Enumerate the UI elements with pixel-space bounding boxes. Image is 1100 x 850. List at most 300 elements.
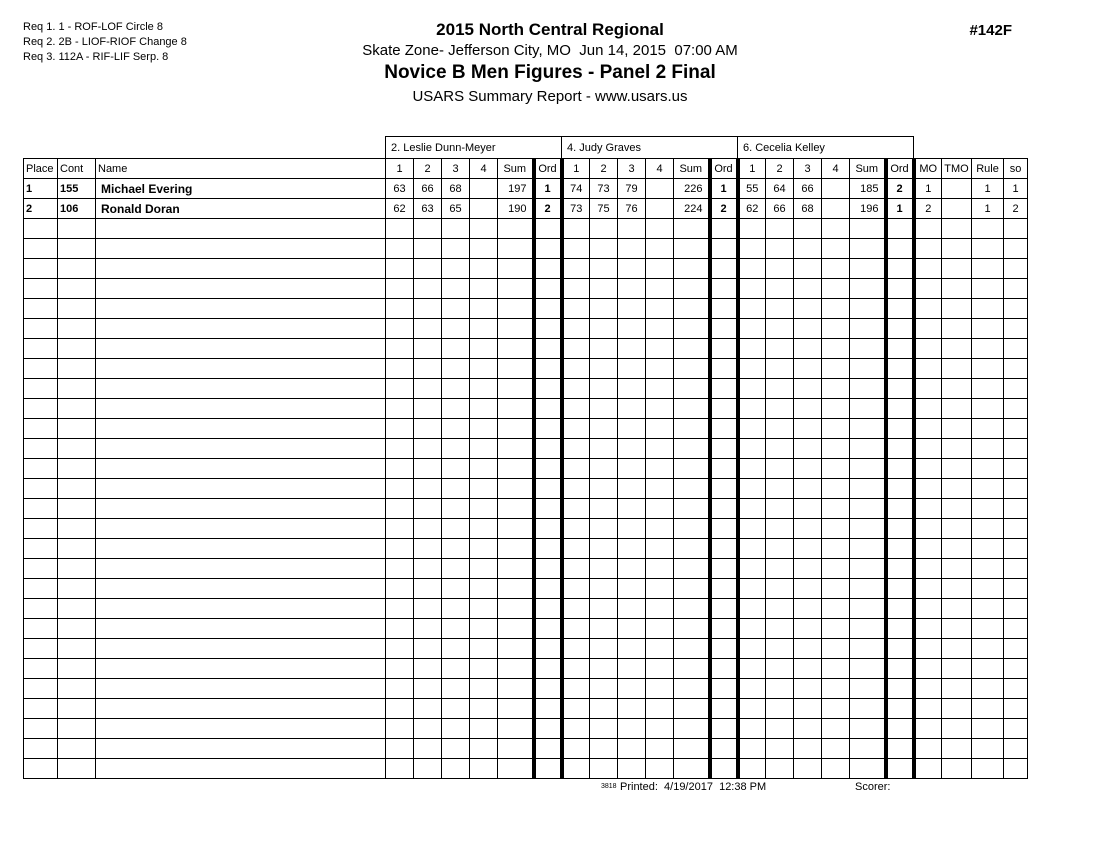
empty-cell: [710, 499, 738, 519]
empty-cell: [498, 379, 534, 399]
score-cell: 62: [386, 199, 414, 219]
score-cell: 63: [414, 199, 442, 219]
empty-cell: [794, 719, 822, 739]
empty-cell: [618, 499, 646, 519]
empty-row: [24, 639, 1028, 659]
empty-cell: [498, 399, 534, 419]
empty-cell: [822, 439, 850, 459]
col-header-ord: Ord: [534, 159, 562, 179]
empty-cell: [618, 619, 646, 639]
empty-cell: [470, 299, 498, 319]
empty-cell: [442, 279, 470, 299]
empty-cell: [886, 379, 914, 399]
empty-cell: [766, 739, 794, 759]
col-header-ord: Ord: [710, 159, 738, 179]
empty-row: [24, 759, 1028, 779]
empty-cell: [498, 459, 534, 479]
empty-cell: [24, 479, 58, 499]
empty-cell: [738, 579, 766, 599]
empty-cell: [414, 299, 442, 319]
empty-cell: [24, 539, 58, 559]
empty-row: [24, 719, 1028, 739]
empty-cell: [24, 559, 58, 579]
empty-cell: [646, 239, 674, 259]
place-cell: 1: [24, 179, 58, 199]
empty-cell: [96, 539, 386, 559]
empty-cell: [386, 459, 414, 479]
empty-cell: [442, 299, 470, 319]
empty-cell: [972, 279, 1004, 299]
empty-cell: [794, 639, 822, 659]
empty-cell: [386, 279, 414, 299]
empty-cell: [914, 519, 942, 539]
col-header-score-2: 2: [414, 159, 442, 179]
empty-cell: [386, 759, 414, 779]
empty-cell: [96, 619, 386, 639]
empty-cell: [710, 459, 738, 479]
judge-header-3: 6. Cecelia Kelley: [738, 137, 914, 159]
empty-cell: [58, 719, 96, 739]
empty-cell: [562, 659, 590, 679]
empty-cell: [1004, 639, 1028, 659]
sum-cell: 190: [498, 199, 534, 219]
empty-cell: [738, 319, 766, 339]
empty-row: [24, 339, 1028, 359]
empty-cell: [414, 719, 442, 739]
empty-cell: [58, 679, 96, 699]
empty-cell: [972, 579, 1004, 599]
empty-cell: [96, 319, 386, 339]
empty-cell: [972, 399, 1004, 419]
empty-cell: [96, 339, 386, 359]
empty-cell: [738, 439, 766, 459]
empty-cell: [1004, 239, 1028, 259]
empty-cell: [674, 699, 710, 719]
empty-cell: [942, 619, 972, 639]
empty-cell: [58, 319, 96, 339]
empty-cell: [822, 419, 850, 439]
empty-cell: [590, 399, 618, 419]
empty-cell: [534, 239, 562, 259]
empty-cell: [470, 759, 498, 779]
score-cell: 73: [562, 199, 590, 219]
empty-cell: [822, 339, 850, 359]
empty-cell: [442, 579, 470, 599]
empty-cell: [738, 259, 766, 279]
empty-cell: [562, 379, 590, 399]
empty-cell: [618, 739, 646, 759]
empty-cell: [562, 759, 590, 779]
empty-cell: [794, 619, 822, 639]
empty-cell: [766, 219, 794, 239]
empty-row: [24, 299, 1028, 319]
empty-cell: [850, 499, 886, 519]
empty-cell: [470, 239, 498, 259]
empty-cell: [58, 559, 96, 579]
col-header-score-1: 1: [738, 159, 766, 179]
empty-cell: [534, 579, 562, 599]
empty-cell: [24, 259, 58, 279]
empty-cell: [822, 699, 850, 719]
empty-cell: [534, 379, 562, 399]
empty-cell: [646, 599, 674, 619]
empty-cell: [58, 359, 96, 379]
empty-cell: [766, 339, 794, 359]
empty-cell: [590, 359, 618, 379]
empty-cell: [58, 259, 96, 279]
score-cell: [646, 179, 674, 199]
empty-cell: [766, 719, 794, 739]
empty-cell: [24, 579, 58, 599]
empty-cell: [618, 279, 646, 299]
empty-cell: [886, 299, 914, 319]
empty-cell: [96, 399, 386, 419]
empty-cell: [886, 419, 914, 439]
empty-cell: [618, 539, 646, 559]
empty-cell: [618, 319, 646, 339]
empty-cell: [562, 559, 590, 579]
score-cell: 66: [766, 199, 794, 219]
empty-cell: [794, 499, 822, 519]
empty-cell: [674, 339, 710, 359]
empty-cell: [1004, 439, 1028, 459]
empty-cell: [1004, 279, 1028, 299]
empty-cell: [822, 719, 850, 739]
empty-cell: [738, 559, 766, 579]
empty-cell: [498, 759, 534, 779]
empty-cell: [618, 239, 646, 259]
empty-cell: [562, 619, 590, 639]
empty-cell: [498, 539, 534, 559]
score-cell: 79: [618, 179, 646, 199]
empty-cell: [850, 739, 886, 759]
empty-cell: [58, 279, 96, 299]
empty-cell: [562, 399, 590, 419]
empty-cell: [562, 439, 590, 459]
empty-cell: [942, 239, 972, 259]
score-cell: 64: [766, 179, 794, 199]
empty-cell: [470, 699, 498, 719]
empty-cell: [766, 579, 794, 599]
empty-cell: [96, 419, 386, 439]
empty-cell: [794, 239, 822, 259]
score-cell: 68: [794, 199, 822, 219]
empty-cell: [794, 339, 822, 359]
empty-cell: [414, 619, 442, 639]
empty-cell: [646, 439, 674, 459]
empty-cell: [24, 219, 58, 239]
name-cell: Michael Evering: [96, 179, 386, 199]
empty-cell: [646, 479, 674, 499]
empty-cell: [618, 559, 646, 579]
empty-cell: [972, 379, 1004, 399]
empty-cell: [24, 239, 58, 259]
empty-cell: [618, 659, 646, 679]
ord-cell: 1: [886, 199, 914, 219]
empty-row: [24, 399, 1028, 419]
score-cell: [470, 199, 498, 219]
empty-cell: [470, 459, 498, 479]
empty-cell: [96, 259, 386, 279]
empty-cell: [414, 419, 442, 439]
empty-cell: [534, 559, 562, 579]
empty-cell: [562, 279, 590, 299]
empty-cell: [24, 619, 58, 639]
empty-cell: [534, 299, 562, 319]
empty-cell: [674, 599, 710, 619]
empty-cell: [618, 379, 646, 399]
rule-cell: 1: [972, 179, 1004, 199]
empty-cell: [1004, 379, 1028, 399]
empty-cell: [794, 479, 822, 499]
empty-row: [24, 679, 1028, 699]
empty-cell: [914, 419, 942, 439]
empty-row: [24, 579, 1028, 599]
empty-cell: [562, 259, 590, 279]
empty-cell: [850, 479, 886, 499]
empty-row: [24, 459, 1028, 479]
empty-cell: [24, 439, 58, 459]
empty-cell: [386, 219, 414, 239]
empty-row: [24, 559, 1028, 579]
empty-cell: [386, 739, 414, 759]
empty-cell: [590, 499, 618, 519]
empty-cell: [822, 499, 850, 519]
empty-cell: [822, 379, 850, 399]
empty-cell: [470, 339, 498, 359]
sum-cell: 197: [498, 179, 534, 199]
empty-cell: [590, 619, 618, 639]
empty-cell: [618, 399, 646, 419]
empty-cell: [886, 719, 914, 739]
empty-cell: [794, 679, 822, 699]
empty-cell: [914, 719, 942, 739]
empty-cell: [24, 279, 58, 299]
empty-cell: [24, 339, 58, 359]
empty-cell: [850, 579, 886, 599]
empty-cell: [442, 379, 470, 399]
empty-cell: [498, 319, 534, 339]
empty-cell: [590, 479, 618, 499]
empty-cell: [534, 639, 562, 659]
empty-cell: [738, 379, 766, 399]
empty-cell: [674, 739, 710, 759]
empty-cell: [414, 279, 442, 299]
empty-cell: [674, 459, 710, 479]
empty-cell: [886, 339, 914, 359]
empty-cell: [646, 339, 674, 359]
tmo-cell: [942, 199, 972, 219]
empty-cell: [738, 619, 766, 639]
empty-cell: [498, 339, 534, 359]
empty-cell: [794, 219, 822, 239]
empty-cell: [96, 239, 386, 259]
empty-cell: [972, 419, 1004, 439]
ord-cell: 1: [710, 179, 738, 199]
empty-cell: [766, 759, 794, 779]
empty-cell: [386, 419, 414, 439]
empty-cell: [674, 679, 710, 699]
empty-cell: [442, 359, 470, 379]
empty-cell: [710, 419, 738, 439]
empty-cell: [498, 239, 534, 259]
empty-cell: [646, 319, 674, 339]
empty-cell: [96, 639, 386, 659]
empty-cell: [822, 479, 850, 499]
empty-cell: [618, 479, 646, 499]
empty-cell: [766, 419, 794, 439]
empty-cell: [618, 639, 646, 659]
empty-cell: [942, 439, 972, 459]
empty-cell: [942, 519, 972, 539]
empty-cell: [822, 299, 850, 319]
empty-cell: [24, 759, 58, 779]
empty-cell: [738, 239, 766, 259]
empty-cell: [794, 439, 822, 459]
empty-cell: [470, 599, 498, 619]
empty-cell: [96, 559, 386, 579]
empty-cell: [710, 479, 738, 499]
empty-cell: [850, 359, 886, 379]
empty-cell: [942, 479, 972, 499]
empty-cell: [1004, 579, 1028, 599]
empty-cell: [646, 579, 674, 599]
empty-cell: [766, 299, 794, 319]
empty-cell: [886, 599, 914, 619]
empty-cell: [470, 419, 498, 439]
col-header-score-3: 3: [618, 159, 646, 179]
empty-cell: [96, 379, 386, 399]
empty-cell: [766, 239, 794, 259]
empty-cell: [58, 459, 96, 479]
empty-cell: [498, 219, 534, 239]
empty-cell: [646, 759, 674, 779]
empty-cell: [766, 679, 794, 699]
empty-cell: [58, 759, 96, 779]
judge-header-row: [24, 137, 1028, 159]
empty-cell: [794, 259, 822, 279]
empty-cell: [96, 739, 386, 759]
empty-cell: [24, 299, 58, 319]
empty-cell: [914, 679, 942, 699]
empty-cell: [972, 299, 1004, 319]
empty-cell: [914, 559, 942, 579]
empty-cell: [738, 599, 766, 619]
empty-cell: [534, 499, 562, 519]
empty-cell: [498, 719, 534, 739]
empty-cell: [710, 599, 738, 619]
empty-row: [24, 519, 1028, 539]
empty-cell: [822, 239, 850, 259]
empty-cell: [886, 319, 914, 339]
empty-cell: [850, 219, 886, 239]
empty-cell: [886, 499, 914, 519]
empty-cell: [674, 359, 710, 379]
empty-cell: [1004, 559, 1028, 579]
so-cell: 2: [1004, 199, 1028, 219]
empty-cell: [414, 739, 442, 759]
empty-cell: [498, 639, 534, 659]
empty-cell: [886, 479, 914, 499]
empty-cell: [794, 699, 822, 719]
empty-cell: [58, 299, 96, 319]
empty-cell: [414, 519, 442, 539]
score-cell: 73: [590, 179, 618, 199]
empty-cell: [822, 639, 850, 659]
empty-cell: [1004, 619, 1028, 639]
empty-cell: [58, 619, 96, 639]
score-cell: 76: [618, 199, 646, 219]
empty-row: [24, 699, 1028, 719]
empty-cell: [1004, 479, 1028, 499]
empty-cell: [590, 759, 618, 779]
empty-cell: [766, 399, 794, 419]
empty-cell: [822, 279, 850, 299]
empty-cell: [738, 719, 766, 739]
empty-cell: [766, 479, 794, 499]
empty-cell: [942, 279, 972, 299]
empty-cell: [618, 579, 646, 599]
empty-cell: [58, 659, 96, 679]
empty-cell: [674, 759, 710, 779]
empty-cell: [1004, 759, 1028, 779]
empty-cell: [674, 239, 710, 259]
empty-cell: [942, 359, 972, 379]
empty-cell: [972, 219, 1004, 239]
empty-cell: [710, 679, 738, 699]
empty-cell: [498, 519, 534, 539]
empty-cell: [794, 459, 822, 479]
score-cell: [822, 199, 850, 219]
empty-cell: [590, 299, 618, 319]
empty-cell: [590, 739, 618, 759]
empty-cell: [710, 339, 738, 359]
empty-cell: [96, 579, 386, 599]
empty-cell: [618, 459, 646, 479]
empty-cell: [942, 559, 972, 579]
empty-cell: [414, 479, 442, 499]
empty-cell: [886, 439, 914, 459]
empty-cell: [618, 339, 646, 359]
empty-cell: [646, 399, 674, 419]
empty-cell: [914, 339, 942, 359]
empty-cell: [886, 619, 914, 639]
empty-cell: [386, 339, 414, 359]
empty-cell: [442, 639, 470, 659]
empty-cell: [96, 679, 386, 699]
empty-cell: [942, 299, 972, 319]
empty-cell: [498, 259, 534, 279]
empty-cell: [972, 239, 1004, 259]
empty-cell: [972, 479, 1004, 499]
column-header-row: [24, 159, 1028, 179]
empty-cell: [886, 219, 914, 239]
empty-cell: [914, 699, 942, 719]
empty-cell: [96, 459, 386, 479]
empty-cell: [562, 299, 590, 319]
empty-cell: [534, 279, 562, 299]
empty-cell: [850, 559, 886, 579]
col-header-score-1: 1: [562, 159, 590, 179]
empty-cell: [886, 759, 914, 779]
empty-cell: [386, 359, 414, 379]
software-version: 3818: [601, 783, 617, 790]
empty-cell: [886, 679, 914, 699]
empty-cell: [442, 739, 470, 759]
scorer-label: Scorer:: [855, 781, 891, 793]
empty-cell: [914, 399, 942, 419]
place-cell: 2: [24, 199, 58, 219]
